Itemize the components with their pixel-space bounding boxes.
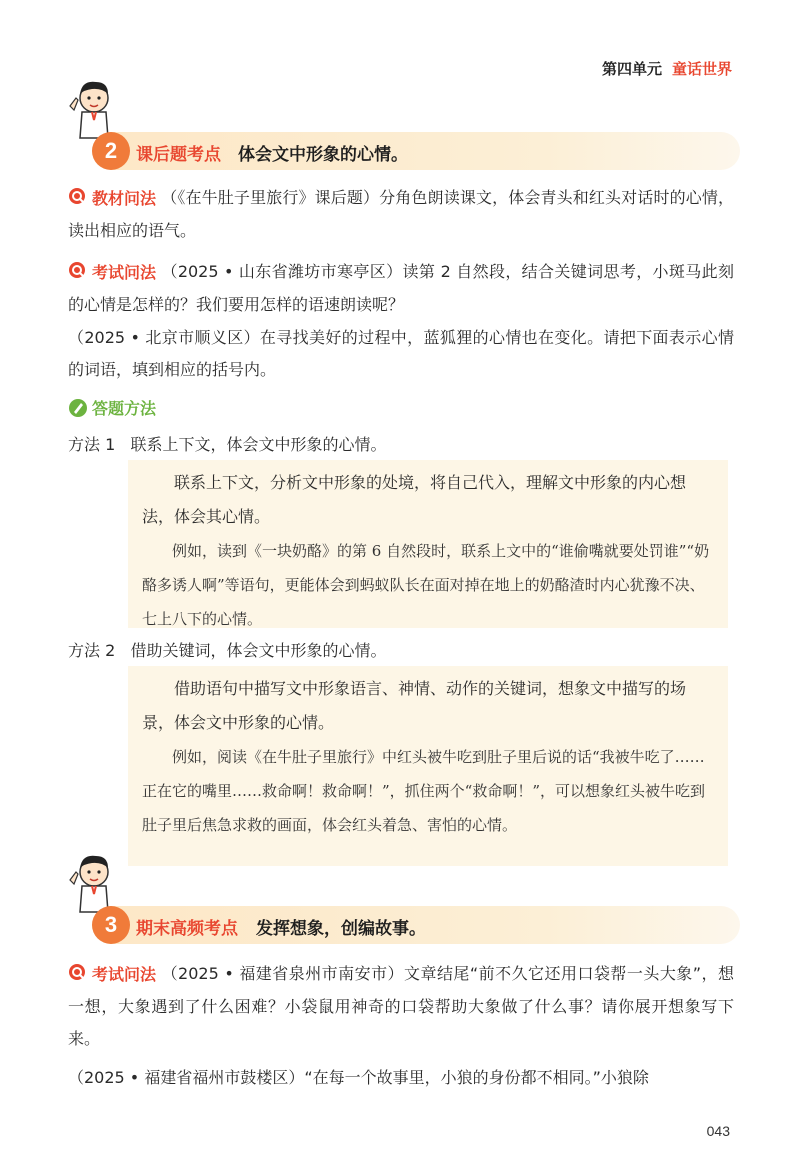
- section-label: 课后题考点: [136, 145, 221, 165]
- method-label: 方法 2: [68, 641, 116, 660]
- exam-question-3: [68, 958, 734, 1055]
- answer-method-heading: [68, 397, 156, 421]
- answer-method-title: 答题方法: [92, 399, 157, 418]
- unit-name: 童话世界: [671, 60, 732, 78]
- page-header: [602, 58, 732, 79]
- method-1-box: [128, 460, 728, 628]
- section-label: 期末高频考点: [136, 919, 238, 939]
- section-number-badge: 3: [92, 906, 130, 944]
- magnifier-q-icon: [68, 963, 88, 983]
- section-3-banner: [62, 898, 742, 954]
- method-example: 例如，读到《一块奶酪》的第 6 自然段时，联系上文中的“谁偷嘴就要处罚谁”“奶酪多诱人啊”等语句，更能体会到蚂蚁队长在面对掉在地上的奶酪渣时内心犹豫不决、七上八下的心情。: [142, 542, 710, 628]
- question-tag: 考试问法: [92, 964, 157, 984]
- question-text: （2025 • 北京市顺义区）在寻找美好的过程中，蓝狐狸的心情也在变化。请把下面表示心情的词语，填到相应的括号内。: [68, 328, 734, 379]
- question-text: （2025 • 福建省福州市鼓楼区）“在每一个故事里，小狼的身份都不相同。”小狼除: [68, 1068, 649, 1087]
- exam-question-2: [68, 322, 734, 386]
- question-text: （《在牛肚子里旅行》课后题）分角色朗读课文，体会青头和红头对话时的心情，读出相应的语气。: [68, 188, 734, 240]
- method-1-heading: [68, 430, 387, 460]
- method-description: 联系上下文，分析文中形象的处境，将自己代入，理解文中形象的内心想法，体会其心情。: [142, 473, 687, 526]
- method-example: 例如，阅读《在牛肚子里旅行》中红头被牛吃到肚子里后说的话“我被牛吃了……正在它的嘴里……救命啊！救命啊！”，抓住两个“救命啊！”，可以想象红头被牛吃到肚子里后焦急求救的画面，体会红头着急、害怕的心情。: [142, 748, 706, 834]
- pen-check-icon: [68, 398, 88, 418]
- boy-mascot-icon: [62, 850, 122, 914]
- method-title: 借助关键词，体会文中形象的心情。: [130, 641, 387, 660]
- section-title: 体会文中形象的心情。: [238, 145, 408, 165]
- unit-label: 第四单元: [601, 60, 662, 78]
- method-2-heading: [68, 636, 387, 666]
- page-number: 043: [706, 1123, 730, 1139]
- method-description: 借助语句中描写文中形象语言、神情、动作的关键词，想象文中描写的场景，体会文中形象的心情。: [142, 679, 687, 732]
- textbook-question: [68, 182, 734, 247]
- question-tag: 考试问法: [92, 262, 157, 282]
- section-number-badge: 2: [92, 132, 130, 170]
- exam-question-4: [68, 1062, 734, 1094]
- method-label: 方法 1: [68, 435, 116, 454]
- magnifier-q-icon: [68, 261, 88, 281]
- section-title: 发挥想象，创编故事。: [256, 919, 426, 939]
- boy-mascot-icon: [62, 76, 122, 140]
- method-title: 联系上下文，体会文中形象的心情。: [130, 435, 387, 454]
- section-2-banner: [62, 124, 742, 180]
- magnifier-q-icon: [68, 187, 88, 207]
- exam-question-1: [68, 256, 734, 321]
- question-tag: 教材问法: [92, 188, 157, 208]
- method-2-box: [128, 666, 728, 866]
- question-text: （2025 • 山东省潍坊市寒亭区）读第 2 自然段，结合关键词思考，小斑马此刻的心情是怎样的？我们要用怎样的语速朗读呢？: [68, 262, 734, 314]
- question-text: （2025 • 福建省泉州市南安市）文章结尾“前不久它还用口袋帮一头大象”，想一想，大象遇到了什么困难？小袋鼠用神奇的口袋帮助大象做了什么事？请你展开想象写下来。: [68, 964, 734, 1048]
